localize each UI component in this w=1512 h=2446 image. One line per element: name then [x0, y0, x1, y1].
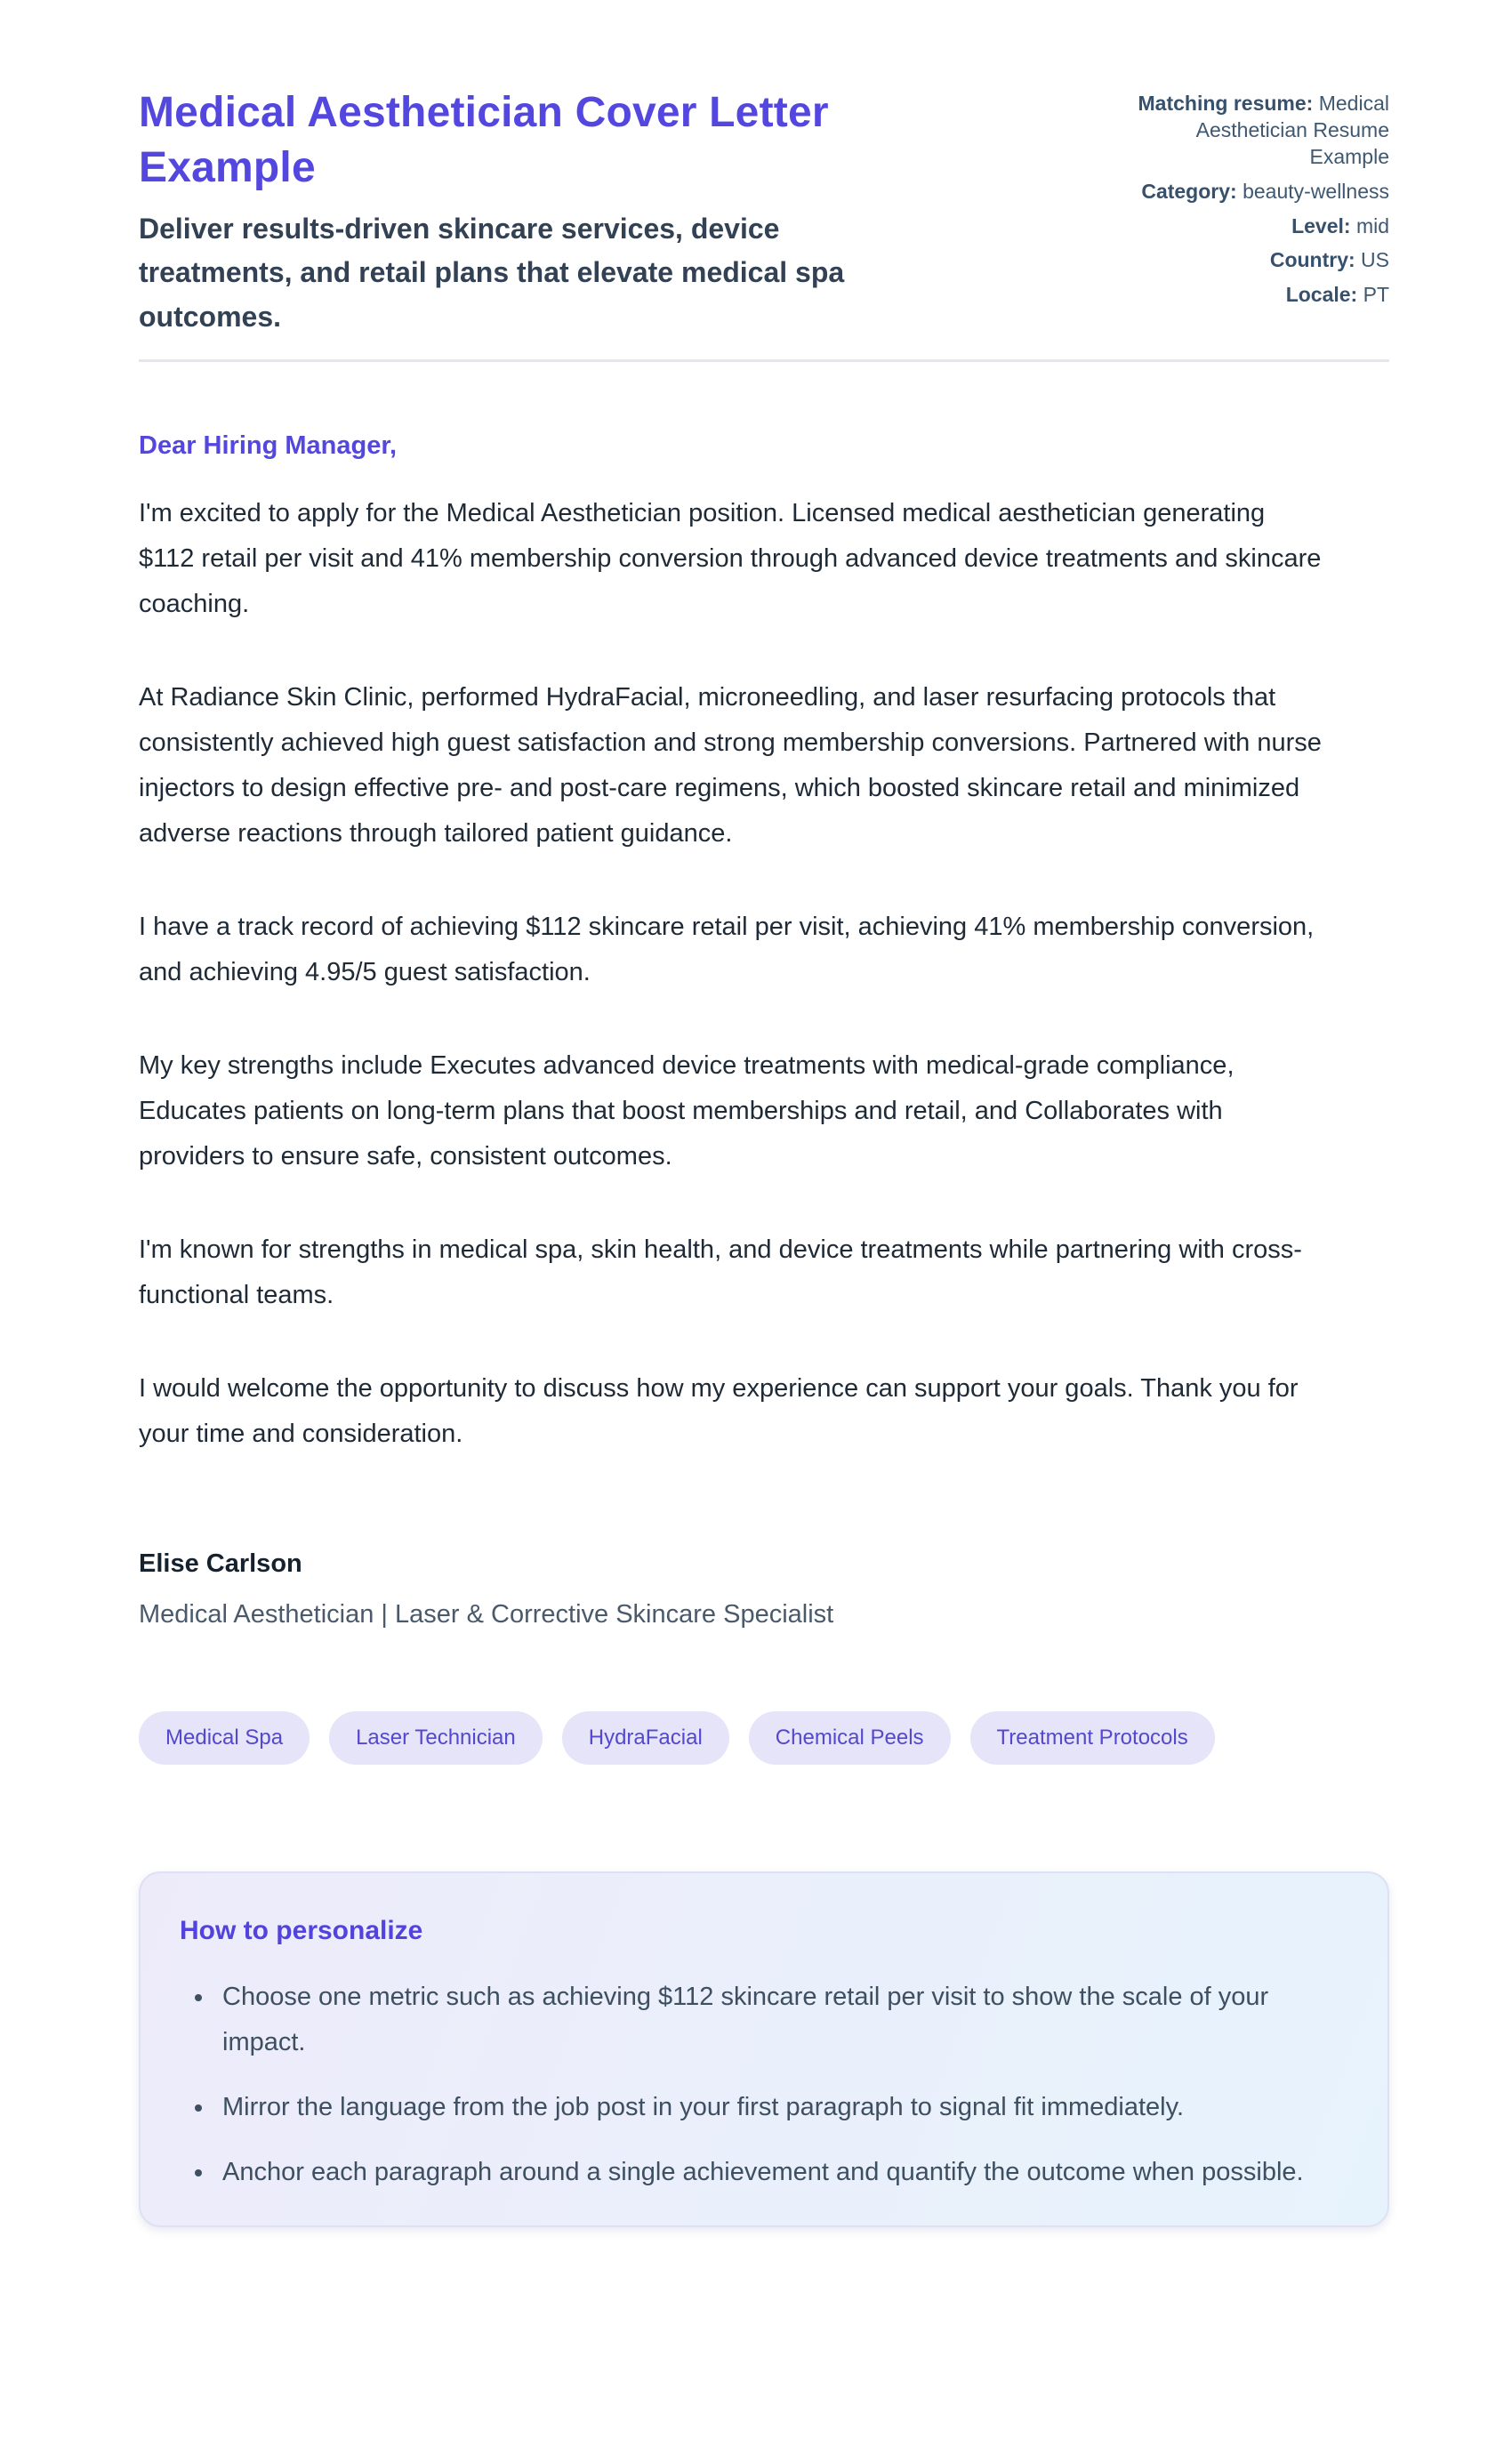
- page-title: Medical Aesthetician Cover Letter Example: [139, 89, 829, 192]
- header-divider: [139, 359, 1389, 362]
- meta-matching-resume-value: Medical Aesthetician Resume Example: [1195, 92, 1389, 168]
- meta-locale-value: PT: [1363, 283, 1389, 307]
- tag-treatment-protocols[interactable]: Treatment Protocols: [970, 1711, 1215, 1765]
- letter-paragraph-6: I would welcome the opportunity to discuss how my experience can support your goals. Thank you for your time and consideration.: [139, 1374, 1299, 1449]
- tag-laser-technician[interactable]: Laser Technician: [329, 1711, 543, 1765]
- cover-letter-body: [139, 431, 1322, 1630]
- meta-category-label: Category:: [1141, 179, 1237, 203]
- meta-level-label: Level:: [1291, 213, 1351, 237]
- letter-paragraph-5: I'm known for strengths in medical spa, skin health, and device treatments while partnering with cross-functional teams.: [139, 1235, 1302, 1309]
- meta-category: [1130, 179, 1389, 205]
- meta-country: [1130, 247, 1389, 274]
- meta-category-value: beauty-wellness: [1243, 179, 1389, 203]
- tag-medical-spa[interactable]: Medical Spa: [139, 1711, 310, 1765]
- letter-paragraph-3: I have a track record of achieving $112 skincare retail per visit, achieving 41% membership conversion, and achieving 4.95/5 guest satisfaction.: [139, 912, 1315, 986]
- page-header: [139, 85, 1389, 340]
- personalize-heading: How to personalize: [180, 1916, 423, 1946]
- page-container: [139, 0, 1389, 2227]
- personalize-list: [180, 1975, 1348, 2195]
- letter-paragraph-2: At Radiance Skin Clinic, performed HydraFacial, microneedling, and laser resurfacing protocols that consistently achieved high guest satisfaction and strong membership conversions. Partnered with nurse injectors to design effective pre- and post-care regimens, which boosted skincare retail and minimized adverse reactions through tailored patient guidance.: [139, 682, 1322, 848]
- header-left: [139, 85, 939, 340]
- signature-title: Medical Aesthetician | Laser & Corrective Skincare Specialist: [139, 1600, 834, 1629]
- page-subtitle: Deliver results-driven skincare services, device treatments, and retail plans that elevate medical spa outcomes.: [139, 212, 845, 333]
- meta-country-label: Country:: [1269, 248, 1355, 272]
- personalize-item-3: • Anchor each paragraph around a single achievement and quantify the outcome when possible.: [215, 2150, 1348, 2195]
- resume-meta: [1130, 91, 1389, 317]
- meta-locale-label: Locale:: [1285, 283, 1358, 307]
- personalize-item-1: • Choose one metric such as achieving $112 skincare retail per visit to show the scale of your impact.: [215, 1975, 1348, 2065]
- tag-chemical-peels[interactable]: Chemical Peels: [749, 1711, 951, 1765]
- signature-name: Elise Carlson: [139, 1549, 302, 1579]
- salutation: Dear Hiring Manager,: [139, 430, 398, 460]
- letter-paragraph-1: I'm excited to apply for the Medical Aesthetician position. Licensed medical aesthetician generating $112 retail per visit and 41% membership conversion through advanced device treatments and skincare coaching.: [139, 498, 1322, 618]
- meta-matching-resume: [1130, 91, 1389, 171]
- meta-country-value: US: [1361, 248, 1389, 272]
- meta-matching-resume-label: Matching resume:: [1138, 92, 1314, 115]
- personalize-item-2: • Mirror the language from the job post in your first paragraph to signal fit immediately.: [215, 2085, 1348, 2130]
- personalize-box: [139, 1871, 1389, 2227]
- tag-list: [139, 1711, 1389, 1765]
- meta-locale: [1130, 282, 1389, 309]
- letter-paragraph-4: My key strengths include Executes advanced device treatments with medical-grade compliance, Educates patients on long-term plans that boost memberships and retail, and Collaborates with providers to ensure safe, consistent outcomes.: [139, 1050, 1235, 1171]
- tag-hydrafacial[interactable]: HydraFacial: [562, 1711, 729, 1765]
- meta-level: [1130, 213, 1389, 240]
- meta-level-value: mid: [1355, 213, 1389, 237]
